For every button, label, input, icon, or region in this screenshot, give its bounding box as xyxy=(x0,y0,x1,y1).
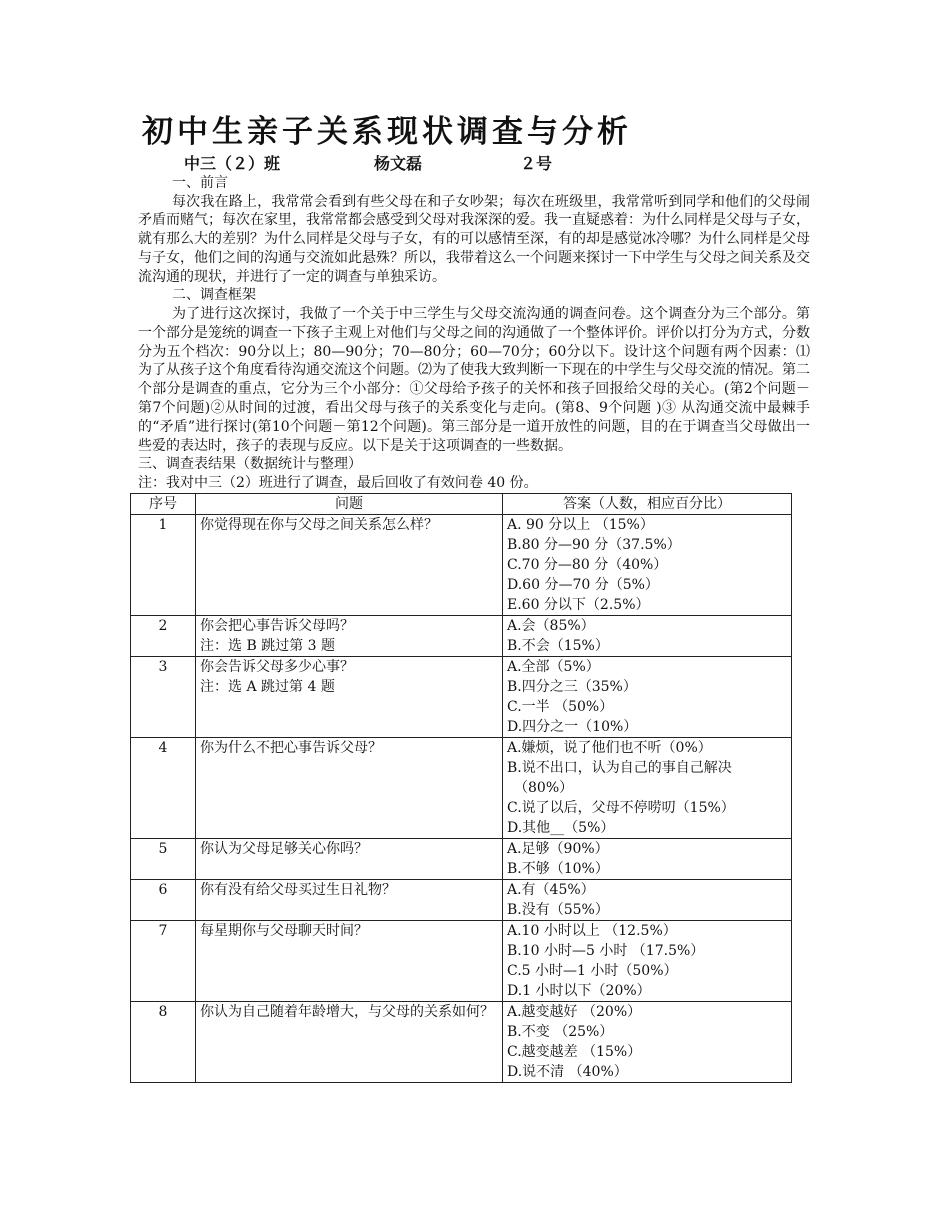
answer-option: A.越变越好 （20%） xyxy=(507,1004,642,1021)
row-number: 2 xyxy=(131,616,196,657)
table-row xyxy=(131,616,792,657)
question-cell xyxy=(196,921,503,1002)
answer-option: B.不变 （25%） xyxy=(507,1024,614,1041)
answer-option: C.5 小时—1 小时（50%） xyxy=(507,963,678,980)
row-number: 3 xyxy=(131,657,196,738)
answer-option: E.60 分以下（2.5%） xyxy=(507,597,650,614)
answers-cell xyxy=(503,839,792,880)
author-name: 杨文磊 xyxy=(374,154,423,173)
question-text: 你为什么不把心事告诉父母？ xyxy=(200,740,382,757)
answer-option: C.说了以后，父母不停唠叨（15%） xyxy=(507,800,735,817)
header-number: 序号 xyxy=(131,494,196,515)
header-question: 问题 xyxy=(196,494,503,515)
question-note: 注：选 B 跳过第 3 题 xyxy=(200,638,335,655)
answer-option: C.70 分—80 分（40%） xyxy=(507,557,668,574)
student-number: ２号 xyxy=(520,154,553,173)
table-row xyxy=(131,657,792,738)
question-cell xyxy=(196,515,503,616)
header-answers: 答案（人数，相应百分比） xyxy=(503,494,792,515)
answer-option: A.有（45%） xyxy=(507,882,595,899)
answer-option: A.全部（5%） xyxy=(507,659,600,676)
answer-option: D.60 分—70 分（5%） xyxy=(507,577,659,594)
question-cell xyxy=(196,880,503,921)
question-text: 你会把心事告诉父母吗？ xyxy=(200,618,354,635)
table-row xyxy=(131,839,792,880)
table-row xyxy=(131,1002,792,1083)
table-row xyxy=(131,515,792,616)
section-heading-preface: 一、前言 xyxy=(172,175,228,191)
answer-option: C.越变越差 （15%） xyxy=(507,1044,642,1061)
question-text: 你认为父母足够关心你吗？ xyxy=(200,841,368,858)
row-number: 4 xyxy=(131,738,196,839)
answer-option: B.10 小时—5 小时 （17.5%） xyxy=(507,943,705,960)
answer-option: D.其他__（5%） xyxy=(507,820,615,837)
answer-option: B.四分之三（35%） xyxy=(507,679,637,696)
answers-cell xyxy=(503,921,792,1002)
preface-paragraph: 每次我在路上，我常常会看到有些父母在和子女吵架；每次在班级里，我常常听到同学和他们的父母闹矛盾而赌气；每次在家里，我常常都会感受到父母对我深深的爱。我一直疑惑着：为什么同样是父母与子女，就有那么大的差别？为什么同样是父母与子女，有的可以感情至深，有的却是感觉冰冷哪？为什么同样是父母与子女，他们之间的沟通与交流如此悬殊？所以，我带着这么一个问题来探讨一下中学生与父母之间关系及交流沟通的现状，并进行了一定的调查与单独采访。 xyxy=(138,193,810,285)
survey-results-table xyxy=(130,493,792,1083)
answer-option: D.四分之一（10%） xyxy=(507,719,638,736)
question-text: 每星期你与父母聊天时间？ xyxy=(200,923,368,940)
table-header-row xyxy=(131,494,792,515)
answers-cell xyxy=(503,657,792,738)
answers-cell xyxy=(503,738,792,839)
table-row xyxy=(131,921,792,1002)
table-row xyxy=(131,738,792,839)
row-number: 6 xyxy=(131,880,196,921)
class-label: 中三（２）班 xyxy=(184,154,281,173)
answers-cell xyxy=(503,1002,792,1083)
answer-option: D.1 小时以下（20%） xyxy=(507,983,651,1000)
answer-option: （80%） xyxy=(514,780,574,797)
answers-cell xyxy=(503,616,792,657)
question-text: 你有没有给父母买过生日礼物？ xyxy=(200,882,396,899)
question-text: 你认为自己随着年龄增大，与父母的关系如何？ xyxy=(200,1004,494,1021)
row-number: 1 xyxy=(131,515,196,616)
document-page xyxy=(138,110,810,1083)
answer-option: B.说不出口，认为自己的事自己解决 xyxy=(507,760,732,777)
answer-option: B.不会（15%） xyxy=(507,638,609,655)
question-text: 你觉得现在你与父母之间关系怎么样？ xyxy=(200,517,438,534)
answer-option: A.嫌烦，说了他们也不听（0%） xyxy=(507,740,712,757)
question-cell xyxy=(196,1002,503,1083)
answer-option: A.足够（90%） xyxy=(507,841,609,858)
row-number: 7 xyxy=(131,921,196,1002)
answer-option: B.80 分—90 分（37.5%） xyxy=(507,537,681,554)
framework-paragraph: 为了进行这次探讨，我做了一个关于中三学生与父母交流沟通的调查问卷。这个调查分为三个部分。第一个部分是笼统的调查一下孩子主观上对他们与父母之间的沟通做了一个整体评价。评价以打分为方式，分数分为五个档次：90分以上；80—90分；70—80分；60—70分；60分以下。设计这个问题有两个因素：⑴为了从孩子这个角度看待沟通交流这个问题。⑵为了使我大致判断一下现在的中学生与父母交流的情况。第二个部分是调查的重点，它分为三个小部分：①父母给予孩子的关怀和孩子回报给父母的关心。(第2个问题－第7个问题)②从时间的过渡，看出父母与孩子的关系变化与走向。(第8、9个问题 )③ 从沟通交流中最棘手的“矛盾”进行探讨(第10个问题－第12个问题)。第三部分是一道开放性的问题，目的在于调查当父母做出一些爱的表达时，孩子的表现与反应。以下是关于这项调查的一些数据。 xyxy=(138,305,810,454)
question-note: 注：选 A 跳过第 4 题 xyxy=(200,679,335,696)
answer-option: D.说不清 （40%） xyxy=(507,1064,628,1081)
table-row xyxy=(131,880,792,921)
answer-option: A. 90 分以上 （15%） xyxy=(507,517,654,534)
question-cell xyxy=(196,657,503,738)
answer-option: B.没有（55%） xyxy=(507,902,609,919)
question-cell xyxy=(196,616,503,657)
answer-option: B.不够（10%） xyxy=(507,861,609,878)
section-heading-results: 三、调查表结果（数据统计与整理） xyxy=(138,456,362,473)
row-number: 8 xyxy=(131,1002,196,1083)
answer-option: C.一半 （50%） xyxy=(507,699,614,716)
answers-cell xyxy=(503,515,792,616)
answer-option: A.10 小时以上 （12.5%） xyxy=(507,923,677,940)
results-note: 注：我对中三（2）班进行了调查，最后回收了有效问卷 40 份。 xyxy=(138,475,538,492)
question-cell xyxy=(196,738,503,839)
question-text: 你会告诉父母多少心事？ xyxy=(200,659,354,676)
answers-cell xyxy=(503,880,792,921)
answer-option: A.会（85%） xyxy=(507,618,595,635)
byline xyxy=(138,154,810,174)
question-cell xyxy=(196,839,503,880)
row-number: 5 xyxy=(131,839,196,880)
page-title: 初中生亲子关系现状调查与分析 xyxy=(142,114,632,150)
section-heading-framework: 二、调查框架 xyxy=(172,287,256,304)
